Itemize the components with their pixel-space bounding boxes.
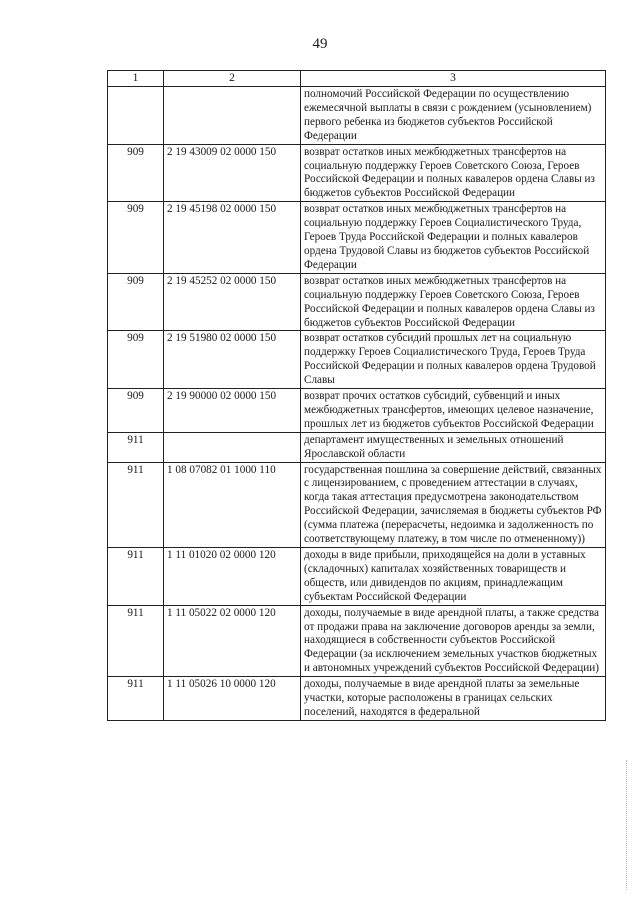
budget-code-cell xyxy=(164,432,301,462)
budget-code-cell: 1 08 07082 01 1000 110 xyxy=(164,462,301,547)
revenue-name-cell: возврат остатков иных межбюджетных трансфертов на социальную поддержку Героев Советского Союза, Героев Российской Федерации и полных кавалеров ордена Славы из бюджетов субъектов Российской Федерации xyxy=(301,144,606,202)
revenue-codes-table xyxy=(107,70,606,721)
budget-code-cell: 2 19 51980 02 0000 150 xyxy=(164,331,301,389)
revenue-name-cell: возврат прочих остатков субсидий, субвенций и иных межбюджетных трансфертов, имеющих целевое назначение, прошлых лет из бюджетов субъектов Российской Федерации xyxy=(301,389,606,433)
table-row xyxy=(108,87,606,145)
revenue-name-cell: государственная пошлина за совершение действий, связанных с лицензированием, с проведением аттестации в случаях, когда такая аттестация предусмотрена законодательством Российской Федерации, зачисляемая в бюджеты субъектов РФ (сумма платежа (перерасчеты, недоимка и задолженность по соответствующему платежу, в том числе по отмененному)) xyxy=(301,462,606,547)
header-col-1: 1 xyxy=(108,71,164,87)
header-col-3: 3 xyxy=(301,71,606,87)
table-row xyxy=(108,331,606,389)
budget-code-cell: 2 19 43009 02 0000 150 xyxy=(164,144,301,202)
budget-code-cell: 1 11 01020 02 0000 120 xyxy=(164,548,301,606)
budget-code-cell: 1 11 05022 02 0000 120 xyxy=(164,605,301,677)
budget-code-cell: 2 19 90000 02 0000 150 xyxy=(164,389,301,433)
table-row xyxy=(108,605,606,677)
admin-code-cell: 911 xyxy=(108,605,164,677)
admin-code-cell: 911 xyxy=(108,548,164,606)
budget-code-cell: 2 19 45198 02 0000 150 xyxy=(164,202,301,274)
revenue-name-cell: возврат остатков иных межбюджетных трансфертов на социальную поддержку Героев Социалистического Труда, Героев Труда Российской Федерации и полных кавалеров ордена Трудовой Славы из бюджетов субъектов Российской Федерации xyxy=(301,202,606,274)
table-row xyxy=(108,389,606,433)
admin-code-cell: 911 xyxy=(108,432,164,462)
table-row xyxy=(108,144,606,202)
admin-code-cell: 909 xyxy=(108,331,164,389)
admin-code-cell: 909 xyxy=(108,144,164,202)
table-row xyxy=(108,202,606,274)
admin-code-cell: 911 xyxy=(108,677,164,721)
table-row xyxy=(108,677,606,721)
page-number: 49 xyxy=(312,36,328,52)
table-row xyxy=(108,462,606,547)
budget-code-cell: 1 11 05026 10 0000 120 xyxy=(164,677,301,721)
admin-code-cell xyxy=(108,87,164,145)
revenue-name-text: доходы, получаемые в виде арендной платы за земельные участки, которые расположены в границах сельских поселений, находятся в федеральной xyxy=(304,678,580,718)
admin-code-cell: 911 xyxy=(108,462,164,547)
table-header-row xyxy=(108,71,606,87)
revenue-name-cell: департамент имущественных и земельных отношений Ярославской области xyxy=(301,432,606,462)
table-row xyxy=(108,432,606,462)
admin-code-cell: 909 xyxy=(108,273,164,331)
admin-code-cell: 909 xyxy=(108,202,164,274)
revenue-name-cell: доходы, получаемые в виде арендной платы, а также средства от продажи права на заключение договоров аренды за земли, находящиеся в собственности субъектов Российской Федерации (за исключением земельных участков бюджетных и автономных учреждений субъектов Российской Федерации) xyxy=(301,605,606,677)
table-row xyxy=(108,548,606,606)
budget-code-cell: 2 19 45252 02 0000 150 xyxy=(164,273,301,331)
revenue-name-cell: возврат остатков иных межбюджетных трансфертов на социальную поддержку Героев Советского Союза, Героев Российской Федерации и полных кавалеров ордена Славы из бюджетов субъектов Российской Федерации xyxy=(301,273,606,331)
admin-code-cell: 909 xyxy=(108,389,164,433)
revenue-name-cell xyxy=(301,677,606,721)
budget-code-cell xyxy=(164,87,301,145)
header-col-2: 2 xyxy=(164,71,301,87)
scan-edge-mark xyxy=(626,760,630,890)
revenue-name-cell: возврат остатков субсидий прошлых лет на социальную поддержку Героев Социалистического Труда, Героев Труда Российской Федерации и полных кавалеров ордена Трудовой Славы xyxy=(301,331,606,389)
revenue-name-cell: доходы в виде прибыли, приходящейся на доли в уставных (складочных) капиталах хозяйственных товариществ и обществ, или дивидендов по акциям, принадлежащим субъектам Российской Федерации xyxy=(301,548,606,606)
table-row xyxy=(108,273,606,331)
revenue-name-cell: полномочий Российской Федерации по осуществлению ежемесячной выплаты в связи с рождением (усыновлением) первого ребенка из бюджетов субъектов Российской Федерации xyxy=(301,87,606,145)
